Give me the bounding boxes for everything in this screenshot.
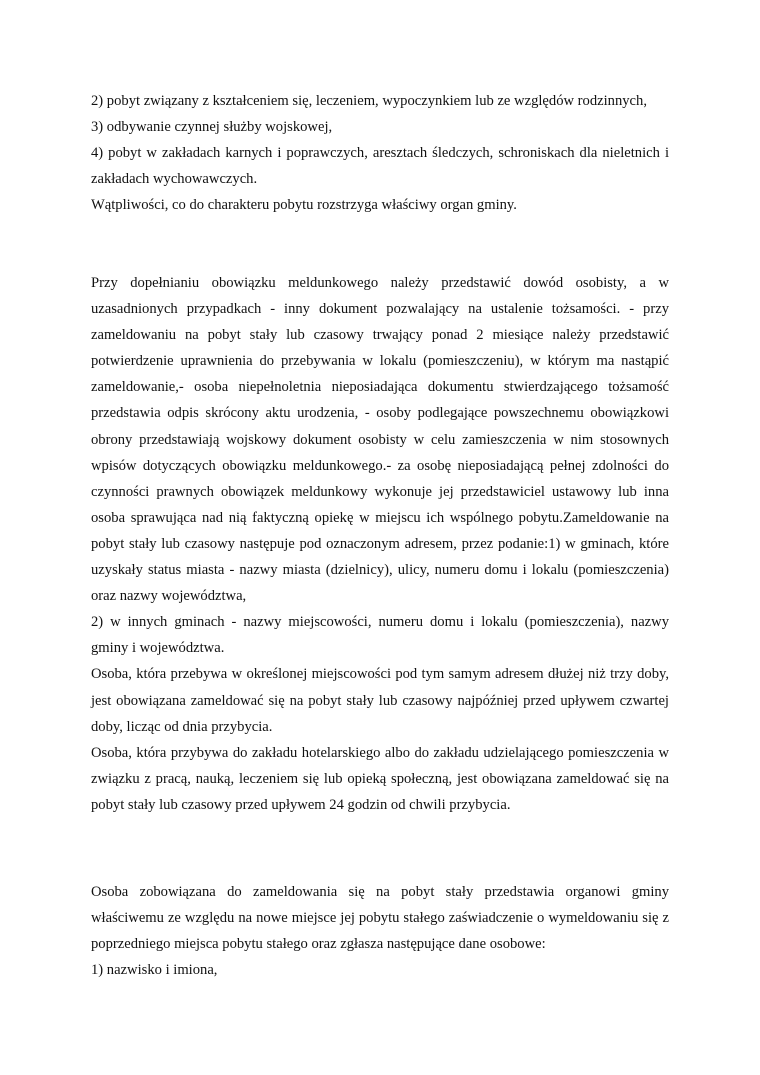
paragraph-item-1-names: 1) nazwisko i imiona, — [91, 962, 218, 979]
paragraph-item-2: 2) pobyt związany z kształceniem się, leczeniem, wypoczynkiem lub ze względów rodzinnych, — [91, 93, 647, 109]
paragraph-item-4: 4) pobyt w zakładach karnych i poprawczych, aresztach śledczych, schroniskach dla nieletnich i zakładach wychowawczych. — [91, 145, 669, 188]
section-registration-requirements — [91, 270, 669, 818]
paragraph-main-permanent: Osoba zobowiązana do zameldowania się na pobyt stały przedstawia organowi gminy właściwemu ze względu na nowe miejsce jej pobytu stałego zaświadczenie o wymeldowaniu się z poprzedniego miejsca pobytu stałego oraz zgłasza następujące dane osobowe: — [91, 884, 669, 953]
paragraph-rule-hotel: Osoba, która przybywa do zakładu hotelarskiego albo do zakładu udzielającego pomieszczenia w związku z pracą, nauką, leczeniem się lub opieką społeczną, jest obowiązana zameldować się na pobyt stały lub czasowy przed upływem 24 godzin od chwili przybycia. — [91, 744, 669, 813]
paragraph-item-3: 3) odbywanie czynnej służby wojskowej, — [91, 119, 333, 136]
paragraph-note: Wątpliwości, co do charakteru pobytu rozstrzyga właściwy organ gminy. — [91, 197, 517, 214]
paragraph-main: Przy dopełnianiu obowiązku meldunkowego należy przedstawić dowód osobisty, a w uzasadnionych przypadkach - inny dokument pozwalający na ustalenie tożsamości. - przy zameldowaniu na pobyt stały lub czasowy trwający ponad 2 miesiące należy przedstawić potwierdzenie uprawnienia do przebywania w lokalu (pomieszczeniu), w którym ma nastąpić zameldowanie,- osoba niepełnoletnia nieposiadająca dokumentu stwierdzającego tożsamość przedstawia odpis skrócony aktu urodzenia, - osoby podlegające powszechnemu obowiązkowi obrony przedstawiają wojskowy dokument osobisty w celu zamieszczenia w nim stosownych wpisów dotyczących obowiązku meldunkowego.- za osobę nieposiadającą pełnej zdolności do czynności prawnych obowiązek meldunkowy wykonuje jej przedstawiciel ustawowy lub inna osoba sprawująca nad nią faktyczną opiekę w miejscu ich wspólnego pobytu.Zameldowanie na pobyt stały lub czasowy następuje pod oznaczonym adresem, przez podanie:1) w gminach, które uzyskały status miasta - nazwy miasta (dzielnicy), ulicy, numeru domu i lokalu (pomieszczenia) oraz nazwy województwa, — [91, 275, 669, 605]
paragraph-rule-three-days: Osoba, która przebywa w określonej miejscowości pod tym samym adresem dłużej niż trzy doby, jest obowiązana zameldować się na pobyt stały lub czasowy najpóźniej przed upływem czwartej doby, licząc od dnia przybycia. — [91, 666, 669, 735]
section-permanent-registration — [91, 879, 669, 983]
section-residence-types — [91, 88, 669, 218]
paragraph-item-2-other-gminas: 2) w innych gminach - nazwy miejscowości, numeru domu i lokalu (pomieszczenia), nazwy gminy i województwa. — [91, 614, 669, 657]
